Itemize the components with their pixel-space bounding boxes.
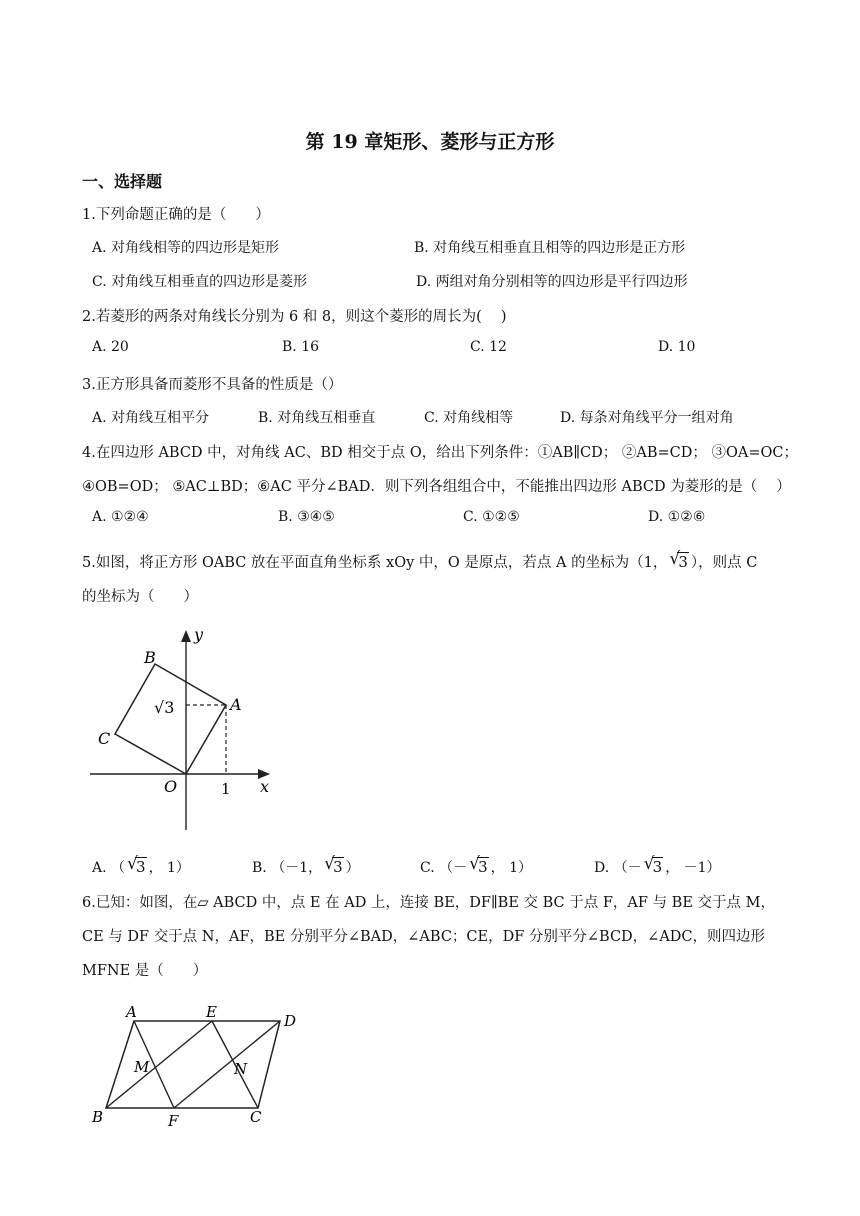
q1-stem: 1.下列命题正确的是（ ） — [82, 207, 270, 223]
q1-option-b: B. 对角线互相垂直且相等的四边形是正方形 — [414, 240, 686, 256]
q5-option-d: D. （－ √ 3 ， －1） — [594, 854, 721, 876]
label-a: A — [126, 1003, 137, 1021]
square-oabc — [115, 664, 226, 774]
section-heading: 一、选择题 — [82, 172, 163, 191]
label-d: D — [284, 1012, 297, 1030]
q2-option-b: B. 16 — [282, 339, 320, 355]
q4-option-a: A. ①②④ — [92, 509, 149, 525]
q2-option-a: A. 20 — [92, 339, 129, 355]
label-b: B — [144, 648, 156, 667]
label-e: E — [206, 1003, 217, 1021]
q5-stem-line2: 的坐标为（ ） — [82, 589, 198, 605]
q5-stem-text: 5.如图，将正方形 OABC 放在平面直角坐标系 xOy 中，O 是原点，若点 A 的坐标为（1， — [82, 555, 668, 571]
label-b: B — [92, 1108, 104, 1126]
q1-option-c: C. 对角线互相垂直的四边形是菱形 — [92, 274, 308, 290]
q4-option-c: C. ①②⑤ — [463, 509, 520, 525]
parallelogram-abcd — [106, 1021, 280, 1108]
label-m: M — [134, 1058, 150, 1076]
label-n: N — [234, 1060, 248, 1078]
q6-parallelogram-figure — [88, 998, 312, 1132]
q1-option-d: D. 两组对角分别相等的四边形是平行四边形 — [416, 274, 688, 290]
q5-stem-text-end: ），则点 C — [690, 555, 758, 571]
q3-option-d: D. 每条对角线平分一组对角 — [560, 410, 734, 426]
q5-coordinate-figure — [80, 620, 290, 835]
label-one: 1 — [221, 780, 231, 798]
q1-option-a: A. 对角线相等的四边形是矩形 — [92, 240, 280, 256]
sqrt-expression: √ 3 — [669, 549, 688, 571]
label-y: y — [194, 625, 204, 644]
label-x: x — [260, 777, 270, 796]
q5-option-a: A. （ √ 3 ， 1） — [92, 854, 190, 876]
q3-option-a: A. 对角线互相平分 — [92, 410, 210, 426]
q4-stem-line1: 4.在四边形 ABCD 中，对角线 AC、BD 相交于点 O，给出下列条件：①AB∥CD； ②AB=CD； ③OA=OC； — [82, 445, 798, 461]
label-sqrt3: √3 — [154, 698, 175, 717]
q3-option-b: B. 对角线互相垂直 — [258, 410, 376, 426]
label-c: C — [98, 729, 111, 748]
q6-stem-line1: 6.已知：如图，在▱ ABCD 中，点 E 在 AD 上，连接 BE，DF∥BE 交 BC 于点 F，AF 与 BE 交于点 M， — [82, 895, 775, 911]
q4-option-b: B. ③④⑤ — [278, 509, 335, 525]
q5-option-c: C. （－ √ 3 ， 1） — [420, 854, 533, 876]
page-title: 第 19 章矩形、菱形与正方形 — [305, 131, 555, 153]
q2-option-c: C. 12 — [470, 339, 507, 355]
label-o: O — [164, 777, 178, 796]
label-f: F — [168, 1112, 179, 1130]
segment-df — [174, 1021, 280, 1108]
q2-option-d: D. 10 — [658, 339, 696, 355]
q4-stem-line2: ④OB=OD； ⑤AC⊥BD；⑥AC 平分∠BAD．则下列各组组合中，不能推出四边形 ABCD 为菱形的是（ ） — [82, 479, 791, 495]
q6-stem-line2: CE 与 DF 交于点 N，AF，BE 分别平分∠BAD，∠ABC；CE，DF 分别平分∠BCD，∠ADC，则四边形 — [82, 929, 766, 945]
q4-option-d: D. ①②⑥ — [648, 509, 706, 525]
q5-option-b: B. （－1， √ 3 ） — [252, 854, 360, 876]
label-a: A — [230, 695, 242, 714]
q3-stem: 3.正方形具备而菱形不具备的性质是（） — [82, 377, 343, 393]
q3-option-c: C. 对角线相等 — [424, 410, 514, 426]
q6-stem-line3: MFNE 是（ ） — [82, 963, 208, 979]
label-c: C — [250, 1108, 262, 1126]
y-axis-arrow — [181, 630, 191, 642]
q5-stem-line1 — [82, 551, 757, 572]
segment-be — [106, 1021, 212, 1108]
q2-stem: 2.若菱形的两条对角线长分别为 6 和 8，则这个菱形的周长为( ) — [82, 309, 507, 325]
